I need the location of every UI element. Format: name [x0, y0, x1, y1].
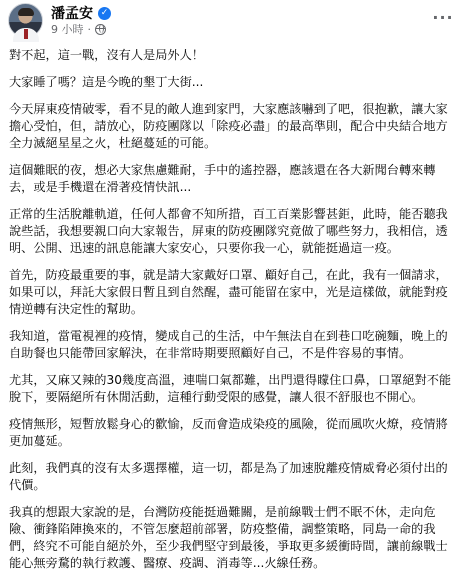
globe-icon[interactable] [95, 24, 106, 35]
post-paragraph: 這個難眠的夜，想必大家焦慮難耐，手中的遙控器，應該還在各大新聞台轉來轉去，或是手機還在滑著疫情快訊... [9, 163, 436, 194]
post-paragraph: 此刻，我們真的沒有太多選擇權，這一切，都是為了加速脫離疫情威脅必須付出的代價。 [9, 461, 448, 492]
post-header [0, 0, 467, 40]
post-paragraph: 尤其，又麻又辣的30幾度高溫，連喘口氣都難，出門還得矇住口鼻，口罩絕對不能脫下，要隔絕所有休閒活動，這種行動受限的感覺，讓人很不舒服也不開心。 [9, 373, 452, 404]
avatar-hair [18, 8, 34, 16]
post-paragraph: 我知道，當電視裡的疫情，變成自己的生活，中午無法自在到巷口吃碗麵，晚上的自助餐也只能帶回家解決，在非常時期要照顧好自己，不是件容易的事情。 [9, 329, 448, 360]
post-paragraph: 我真的想跟大家說的是，台灣防疫能挺過難關，是前線戰士們不眠不休，走向危險、衝鋒陷陣換來的，不管怎麼超前部署，防疫整備，調整策略，同島一命的我們，終究不可能自絕於外，至少我們堅守到最後，爭取更多緩衝時間，讓前線戰士能心無旁騖的執行救護、醫療、疫調、消毒等...火線任務。 [9, 505, 448, 570]
post-time[interactable]: 9 小時 [51, 23, 84, 36]
author-row [51, 4, 111, 22]
more-options-button[interactable]: ··· [432, 8, 454, 27]
author-name[interactable]: 潘孟安 [51, 6, 93, 22]
avatar[interactable] [8, 3, 43, 38]
post-paragraph: 疫情無形，短暫放鬆身心的歡愉，反而會造成染疫的風險，從而風吹火燎，疫情將更加蔓延。 [9, 417, 448, 448]
post-paragraph: 正常的生活脫離軌道，任何人都會不知所措，百工百業影響甚鉅，此時，能否聽我說些話，我想要親口向大家報告，屏東的防疫團隊究竟做了哪些努力，我相信，透明、公開、迅速的訊息能讓大家安心，只要你我一心，就能挺過這一疫。 [9, 207, 448, 255]
post-meta [51, 22, 106, 36]
meta-separator: · [87, 22, 91, 36]
avatar-tie [24, 29, 28, 39]
post-paragraph: 今天屏東疫情破零，看不見的敵人進到家門，大家應該嚇到了吧，很抱歉，讓大家擔心受怕，但，請放心，防疫團隊以「除疫必盡」的最高準則，配合中央結合地方全力滅絕星星之火，杜絕蔓延的可能。 [9, 102, 448, 150]
post-paragraph: 大家睡了嗎？這是今晚的墾丁大街... [9, 75, 204, 89]
post-paragraph: 首先，防疫最重要的事，就是請大家戴好口罩、顧好自己，在此，我有一個請求，如果可以，拜託大家假日暫且到自然醒，盡可能留在家中，光是這樣做，就能對疫情逆轉有決定性的幫助。 [9, 268, 448, 316]
post-content [9, 47, 459, 582]
post-paragraph: 對不起，這一戰，沒有人是局外人！ [9, 48, 204, 62]
verified-badge-icon: ✓ [98, 7, 111, 20]
